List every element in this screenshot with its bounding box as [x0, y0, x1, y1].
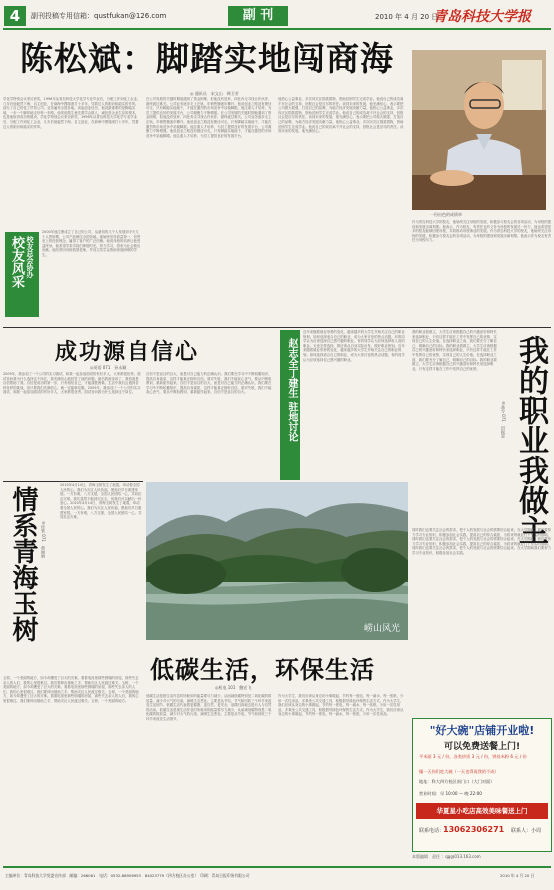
landscape-photo	[146, 482, 408, 640]
page-number-badge: 4	[4, 6, 26, 26]
ad-line-1: 平米面 3 元 / 份，各类炒饭 3 元 / 份，饼丝米粉 6 元 / 份	[419, 754, 527, 759]
qinghai-body: 玉树，一个美丽的地方，如今却遭受了巨大的灾难。看着电视里那些倒塌的房屋，那些失去亲人的人们，我的心里很难过。我们要伸出援助之手，帮助灾区人民渡过难关。玉树，一个美丽的地方，如今却遭受了巨大的灾难。看着电视里那些倒塌的房屋，那些失去亲人的人们，我的心里很难过。我们要伸出援助之手，帮助灾区人民渡过难关。玉树，一个美丽的地方，如今却遭受了巨大的灾难。看着电视里那些倒塌的房屋，那些失去亲人的人们，我的心里很难过。我们要伸出援助之手，帮助灾区人民渡过难关。玉树，一个美丽的地方。	[3, 676, 139, 703]
lowcarbon-byline: ◎机电 101 鲍宏飞	[215, 685, 252, 690]
ad-subtitle: 可以免费送餐上门!	[443, 742, 521, 752]
footer-date: 2010 年 4 月 20 日	[500, 873, 535, 878]
success-byline: ◎英语 071 孙永颖	[90, 365, 127, 370]
ad-promo-banner: 华夏星小吃店高效美味餐送上门	[416, 803, 548, 819]
masthead: 青岛科技大学报	[433, 9, 531, 25]
header-bar	[3, 6, 551, 26]
ad-phone-label: 联系电话：	[419, 828, 445, 834]
ad-title: "好大碗"店铺开业啦!	[429, 724, 535, 737]
career-body-1: 我的职业我做主，大学生应该根据自己的兴趣爱好和特长来选择职业，只有这样才能在工作中发挥自己的优势，实现自己的人生价值。在选择职业之前，我们要充分了解自己，明确自己的目标。我的职业我做主，大学生应该根据自己的兴趣爱好和特长来选择职业，只有这样才能在工作中发挥自己的优势，实现自己的人生价值。在选择职业之前，我们要充分了解自己，明确自己的目标。我的职业我做主，大学生应该根据自己的兴趣爱好和特长来选择职业，只有这样才能在工作中发挥自己的优势。	[412, 330, 497, 371]
main-headline: 陈松斌：脚踏实地闯商海	[20, 39, 394, 78]
ad-line-4: 营业时间：早 10:00 — 晚 22:00	[419, 791, 482, 796]
ad-box	[412, 718, 552, 852]
footer-info: 主编单位：青岛科技大学党委宣传部 邮编：266061 电话：0532-88956953 84023779（四方校区办公室） 印刷：青岛日报印务有限公司	[5, 873, 250, 878]
alumni-banner-sub: 校友总会协办	[26, 236, 34, 278]
alumni-banner	[5, 232, 39, 317]
header-date: 2010 年 4 月 20 日	[375, 13, 439, 21]
lowcarbon-body-2: 作为大学生，我们应该从身边的小事做起，节约每一度电、每一滴水、每一张纸，少用一次性用品，多乘坐公共交通工具，积极倡导绿色环保的生活方式。作为大学生，我们应该从身边的小事做起，节约每一度电、每一滴水、每一张纸，少用一次性用品，多乘坐公共交通工具，积极倡导绿色环保的生活方式。作为大学生，我们应该从身边的小事做起，节约每一度电、每一滴水、每一张纸，少用一次性用品。	[278, 694, 404, 717]
main-body-col-1b: 2000年他注册成立了自己的公司，从最初的几个人发展到今天几十人的规模，公司产品销往全国各地。他始终坚持质量第一、信誉至上的经营理念，赢得了客户的广泛信赖。他说母校的培养让他受益终身，他希望学弟学妹们珍惜时光，努力学习，将来为社会做出贡献。他经常回母校看望老师，并设立奖学金资助家庭困难的学生。	[42, 230, 141, 257]
qinghai-byline: ◎经管 071 黄丽娟	[41, 520, 46, 558]
success-body-2: 自信不是盲目的自大，而是对自己能力的正确认识。我们要在学习中不断积累知识，提高自身素质，这样才能真正拥有自信。面对失败，我们不能灰心丧气，要从中吸取教训，重新振作起来。自信不是盲目的自大，而是对自己能力的正确认识。我们要在学习中不断积累知识，提高自身素质，这样才能真正拥有自信。面对失败，我们不能灰心丧气，要从中吸取教训，重新振作起来。自信不是盲目的自大。	[146, 372, 272, 395]
main-body-col-3: 他热心公益事业，多次向灾区捐款捐物，资助贫困学生完成学业。他说自己的成功离不开社会的支持，回报社会是应尽的责任。谈到未来的发展，他充满信心，表示要把公司做大做强，打造自己的品牌，为地方经济发展贡献力量。他热心公益事业，多次向灾区捐款捐物，资助贫困学生完成学业。他说自己的成功离不开社会的支持，回报社会是应尽的责任。谈到未来的发展，他充满信心，表示要把公司做大做强，打造自己的品牌，为地方经济发展贡献力量。他热心公益事业，多次向灾区捐款捐物，资助贫困学生完成学业。他说自己的成功离不开社会的支持，回报社会是应尽的责任。谈到未来的发展，他充满信心。	[278, 97, 404, 134]
section-divider-1	[3, 327, 551, 328]
career-title: 我的职业我做主	[513, 335, 548, 545]
footer-rule	[3, 866, 551, 868]
header-email-text: 副刊投稿专用信箱：qustfukan@126.com	[31, 12, 167, 20]
main-body-col-4: 作为青岛科技大学的校友，他始终关注母校的发展，积极参与校友会的各项活动，为母校的建设和发展出谋划策。他表示，作为校友，有责任也有义务为母校的发展尽一份力，他也希望更多的校友能够回报母校，共同推动母校事业的发展。作为青岛科技大学的校友，他始终关注母校的发展，积极参与校友会的各项活动，为母校的建设和发展出谋划策。他表示作为校友有责任为母校尽力。	[412, 220, 551, 243]
main-body-col-1: 学化学特别会议采访获奖，1996年从青岛科技大学化学专业毕业后，分配工作到化工企业，几年后他毅然下海，自主创业，在商海中摸爬滚打十多年，凭着过人的胆识和踏实的作风，创办了自己的化工贸易公司，业务遍布全国各地。谈起创业经历，他说最重要的是脚踏实地，一步一个脚印地走好每一步路。他常说做生意先要学会做人，诚信是企业生存的根本，也是他取得成功的秘诀。学化学特别会议采访获奖，1996年从青岛科技大学化学专业毕业后，分配工作到化工企业，几年后他毅然下海，自主创业，在商海中摸爬滚打十多年，凭着过人的胆识和踏实的作风。	[3, 97, 141, 129]
qinghai-title: 情系青海玉树	[8, 486, 38, 642]
ad-line-2: 爆一天你们吃大碗（一天也得再我的不成）	[419, 769, 499, 774]
lowcarbon-title: 低碳生活，环保生活	[150, 656, 375, 684]
header-rule	[3, 28, 551, 30]
ad-phone: 13062306271	[443, 825, 505, 834]
discussion-body-1: 近年来随着就业形势的变化，越来越多的大学生开始关注自己的职业规划。如何选择适合自己的职业，成为大家讨论的热点话题。有的同学认为应该选择自己感兴趣的职业，有的同学认为应该选择收入高的职业。无论怎样选择，都应该从自身实际出发，做好职业规划。近年来随着就业形势的变化，越来越多的大学生开始关注自己的职业规划。如何选择适合自己的职业，成为大家讨论的热点话题。有的同学认为应该选择自己感兴趣的职业。	[303, 330, 405, 362]
portrait-photo	[412, 50, 546, 210]
editor-line: 本版编辑 责任 ：qg@013.163.com	[412, 854, 481, 859]
success-title: 成功源自信心	[55, 340, 200, 365]
career-byline: ◎高分 071 田振星	[501, 400, 506, 438]
career-body-2: 同时我们也要关注社会的需求，把个人的发展与社会的需要结合起来。在大学期间，我们要努力学习专业知识，积极参加社会实践，提高自己的综合素质，为将来的就业打下坚实的基础。同时我们也要关注社会的需求，把个人的发展与社会的需要结合起来。在大学期间，我们要努力学习专业知识，积极参加社会实践，提高自己的综合素质，为将来的就业打下坚实的基础。同时我们也要关注社会的需求，把个人的发展与社会的需要结合起来。在大学期间我们要努力学习专业知识，积极参加社会实践。	[412, 528, 551, 555]
section-label: 副 刊	[228, 6, 288, 26]
photo-caption: 一份出色的成绩单	[430, 212, 462, 217]
qinghai-poem: 2010年4月14日，青海玉树发生了地震，牵动着全国人民的心。我们为灾区人民祈福，愿他们早日重建家园。一方有难，八方支援，全国人民团结一心，共同抗击灾难。我们虽然不能到灾区去，但我们可以献出一份爱心。2010年4月14日，青海玉树发生了地震，牵动着全国人民的心。我们为灾区人民祈福，愿他们早日重建家园。一方有难，八方支援，全国人民团结一心，共同抗击灾难。	[60, 483, 142, 520]
landscape-caption: 崂山风光	[363, 624, 400, 634]
lowcarbon-body-1: 低碳生活是指生活作息时所耗用的能量要尽力减少，从而减低碳特别是二氧化碳的排放量，减少对大气的污染，减缓生态恶化。主要是从节电、节气和回收三个环节来改变生活细节。低碳生活代表着更健康、更自然、更安全，返璞归真地去进行人与自然的活动。低碳生活是指生活作息时所耗用的能量要尽力减少，从而减低碳特别是二氧化碳的排放量，减少对大气的污染，减缓生态恶化。主要是从节电、节气和回收三个环节来改变生活细节。	[146, 694, 272, 721]
alumni-banner-title: 校友风采	[9, 236, 24, 288]
discussion-banner-text: 赵志全丁建生 驻地讨论	[286, 338, 297, 442]
success-body-1: 2009年，我参加了一个公司的实习面试，和我一起参加面试的有好多人，大家都很优秀。面试官问我为什么选择这个岗位，我充满信心地回答了他的问题。最后我被录用了，我知道是自信帮助了我。自信是成功的第一步，只有相信自己，才能战胜困难。生活中我们会遇到各种各样的挑战，但只要我们充满信心，就一定能够克服。2009年，我参加了一个公司的实习面试，和我一起参加面试的有好多人，大家都很优秀。面试官问我为什么选择这个岗位。	[3, 372, 141, 395]
ad-contact: 联系人：小周	[511, 828, 542, 834]
main-body-col-2: 在公司发展的关键时期他遇到了资金困难，但他没有放弃，四处奔走寻找合作伙伴，最终渡过难关。公司业务逐步走上正轨，年销售额逐年攀升。他说创业之路没有捷径可走，只有脚踏实地地干，才能在激烈的市场竞争中站稳脚跟。他注重人才培养，为员工提供良好的发展平台，公司凝聚力不断增强。在公司发展的关键时期他遇到了资金困难，但他没有放弃，四处奔走寻找合作伙伴，最终渡过难关。公司业务逐步走上正轨，年销售额逐年攀升。他说创业之路没有捷径可走，只有脚踏实地地干，才能在激烈的市场竞争中站稳脚跟。他注重人才培养，为员工提供良好的发展平台，公司凝聚力不断增强。他说创业之路没有捷径可走，只有脚踏实地地干，才能在激烈的市场竞争中站稳脚跟。他注重人才培养，为员工提供良好的发展平台。	[146, 97, 272, 138]
main-byline: ◎ 通讯员 宋文山 韩卫芳	[190, 91, 239, 96]
section-divider-2	[3, 481, 143, 482]
ad-line-3: 地址：科大四方校区南门口（大门对面）	[419, 779, 495, 784]
discussion-banner	[280, 330, 300, 480]
